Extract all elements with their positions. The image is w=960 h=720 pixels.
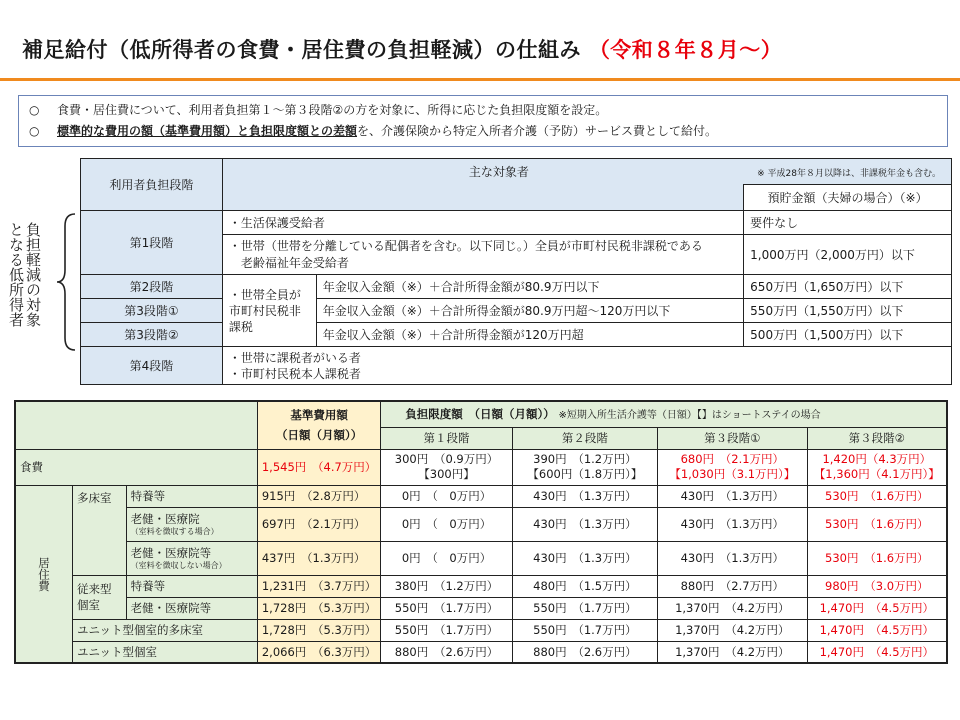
stage-1-pension-line-1: ・世帯（世帯を分離している配偶者を含む。以下同じ。）全員が市町村民税非課税である — [228, 238, 703, 253]
food-stage-3b — [807, 449, 947, 485]
stage-1-pension — [222, 235, 743, 275]
stage-3b-cell: 1,470円 （4.5万円） — [807, 619, 947, 641]
food-stage-3a-value: 680円 （2.1万円） — [680, 452, 785, 466]
household-nontaxable: ・世帯全員が市町村民税非課税 — [222, 275, 316, 347]
base-cost-cell: 2,066円 （6.3万円） — [257, 641, 380, 663]
stage-1-label: 第1段階 — [81, 211, 223, 275]
stage-4-label: 第4段階 — [81, 347, 223, 385]
header-base-cost — [257, 401, 380, 449]
table-row — [15, 619, 947, 641]
table-row — [15, 575, 947, 597]
stage-3a-savings: 550万円（1,550万円）以下 — [744, 299, 952, 323]
stage-1-cell: 0円 （ 0万円） — [381, 507, 512, 541]
header-note: ※ 平成28年８月以降は、非課税年金も含む。 — [757, 168, 941, 179]
stage-2-label: 第2段階 — [81, 275, 223, 299]
low-income-target-label — [6, 222, 50, 350]
row-label: 特養等 — [126, 575, 257, 597]
table-row — [15, 541, 947, 575]
food-base-cost: 1,545円 （4.7万円） — [257, 449, 380, 485]
food-row — [15, 449, 947, 485]
side-label-col-1: 負担軽減の対象 — [24, 222, 42, 327]
residence-label-text: 居住費 — [37, 556, 51, 591]
stage-3a-condition: 年金収入金額（※）＋合計所得金額が80.9万円超〜120万円以下 — [316, 299, 743, 323]
stage-1-pension-line-2: 老齢福祉年金受給者 — [240, 255, 349, 270]
row-label-note: （室料を徴収する場合） — [130, 527, 219, 536]
row-label: 老健・医療院等 — [126, 597, 257, 619]
stage-3a-label: 第3段階① — [81, 299, 223, 323]
food-stage-3b-short: 【1,360円（4.1万円）】 — [813, 467, 940, 481]
stage-3a-cell: 430円 （1.3万円） — [658, 485, 808, 507]
food-stage-2 — [512, 449, 657, 485]
header-base-cost-sub: （日額（月額）） — [275, 428, 363, 443]
header-limit-label: 負担限度額 （日額（月額）） — [405, 407, 555, 422]
base-cost-cell: 1,231円 （3.7万円） — [257, 575, 380, 597]
stage-3b-cell: 1,470円 （4.5万円） — [807, 641, 947, 663]
table-row — [15, 597, 947, 619]
side-label-col-2: となる低所得者 — [7, 222, 25, 327]
stage-3b-cell: 980円 （3.0万円） — [807, 575, 947, 597]
base-cost-cell: 1,728円 （5.3万円） — [257, 619, 380, 641]
stage-3a-cell: 880円 （2.7万円） — [658, 575, 808, 597]
stage-1-cell: 0円 （ 0万円） — [381, 541, 512, 575]
stage-2-cell: 480円 （1.5万円） — [512, 575, 657, 597]
stage-4-line-1: ・世帯に課税者がいる者 — [228, 350, 361, 365]
title-main: 補足給付（低所得者の食費・居住費の負担軽減）の仕組み — [22, 38, 581, 62]
stage-3b-cell: 530円 （1.6万円） — [807, 507, 947, 541]
header-savings: 預貯金額（夫婦の場合）（※） — [744, 185, 952, 211]
stage-1-cell: 550円 （1.7万円） — [381, 597, 512, 619]
bullet-icon: ○ — [29, 124, 40, 138]
row-label-note: （室料を徴収しない場合） — [130, 561, 227, 570]
header-limit-note: ※短期入所生活介護等（日額）【】はショートステイの場合 — [558, 410, 821, 422]
summary-box — [18, 95, 948, 147]
summary-text-2: を、介護保険から特定入所者介護（予防）サービス費として給付。 — [357, 124, 718, 138]
header-stage-2: 第２段階 — [512, 427, 657, 449]
stage-3a-cell: 1,370円 （4.2万円） — [658, 641, 808, 663]
header-corner — [15, 401, 257, 449]
summary-line-2 — [29, 121, 937, 142]
title-date: （令和８年８月〜） — [588, 38, 783, 62]
table-row — [15, 485, 947, 507]
row-label-text: 老健・医療院等 — [130, 546, 212, 560]
stage-3b-cell: 1,470円 （4.5万円） — [807, 597, 947, 619]
stage-2-cell: 430円 （1.3万円） — [512, 485, 657, 507]
multi-bed-label: 多床室 — [73, 485, 127, 575]
stage-4-line-2: ・市町村民税本人課税者 — [228, 366, 361, 381]
stage-3b-savings: 500万円（1,500万円）以下 — [744, 323, 952, 347]
header-stage-3b: 第３段階② — [807, 427, 947, 449]
stage-1-cell: 380円 （1.2万円） — [381, 575, 512, 597]
summary-emphasis: 標準的な費用の額（基準費用額）と負担限度額との差額 — [57, 124, 358, 138]
stage-3a-cell: 430円 （1.3万円） — [658, 541, 808, 575]
eligibility-table — [80, 158, 952, 385]
food-stage-1-short: 【300円】 — [418, 467, 475, 481]
row-label: ユニット型個室的多床室 — [73, 619, 258, 641]
stage-1-cell: 550円 （1.7万円） — [381, 619, 512, 641]
conventional-private-label: 従来型個室 — [73, 575, 127, 619]
stage-2-savings: 650万円（1,650万円）以下 — [744, 275, 952, 299]
residence-label — [15, 485, 73, 663]
food-stage-3a-short: 【1,030円（3.1万円）】 — [669, 467, 796, 481]
header-limit — [381, 401, 947, 427]
stage-3a-cell: 1,370円 （4.2万円） — [658, 597, 808, 619]
stage-2-cell: 430円 （1.3万円） — [512, 541, 657, 575]
base-cost-cell: 437円 （1.3万円） — [257, 541, 380, 575]
table-row — [15, 641, 947, 663]
header-stage: 利用者負担段階 — [81, 159, 223, 211]
stage-1-cell: 0円 （ 0万円） — [381, 485, 512, 507]
stage-2-condition: 年金収入金額（※）＋合計所得金額が80.9万円以下 — [316, 275, 743, 299]
food-label: 食費 — [15, 449, 257, 485]
header-blank — [222, 185, 743, 211]
title-bar — [0, 0, 960, 82]
food-stage-1 — [381, 449, 512, 485]
food-stage-1-value: 300円 （0.9万円） — [394, 452, 499, 466]
stage-1-welfare-savings: 要件なし — [744, 211, 952, 235]
stage-2-cell: 550円 （1.7万円） — [512, 619, 657, 641]
row-label-text: 老健・医療院 — [130, 512, 200, 526]
stage-2-cell: 880円 （2.6万円） — [512, 641, 657, 663]
base-cost-cell: 915円 （2.8万円） — [257, 485, 380, 507]
stage-4-targets — [222, 347, 951, 385]
base-cost-cell: 1,728円 （5.3万円） — [257, 597, 380, 619]
header-stage-1: 第１段階 — [381, 427, 512, 449]
header-stage-3a: 第３段階① — [658, 427, 808, 449]
stage-3a-cell: 1,370円 （4.2万円） — [658, 619, 808, 641]
base-cost-cell: 697円 （2.1万円） — [257, 507, 380, 541]
bullet-icon: ○ — [29, 103, 40, 117]
stage-2-cell: 550円 （1.7万円） — [512, 597, 657, 619]
stage-3b-cell: 530円 （1.6万円） — [807, 485, 947, 507]
stage-2-cell: 430円 （1.3万円） — [512, 507, 657, 541]
stage-3b-label: 第3段階② — [81, 323, 223, 347]
header-target-label: 主な対象者 — [468, 164, 529, 179]
cost-limit-table — [14, 400, 948, 664]
row-label — [126, 541, 257, 575]
stage-3a-cell: 430円 （1.3万円） — [658, 507, 808, 541]
row-label — [126, 507, 257, 541]
stage-1-welfare: ・生活保護受給者 — [222, 211, 743, 235]
row-label: ユニット型個室 — [73, 641, 258, 663]
food-stage-3a — [658, 449, 808, 485]
page-title — [22, 34, 782, 64]
food-stage-2-short: 【600円（1.8万円）】 — [527, 467, 643, 481]
stage-3b-condition: 年金収入金額（※）＋合計所得金額が120万円超 — [316, 323, 743, 347]
title-underline — [0, 78, 960, 81]
header-target — [222, 159, 951, 185]
header-base-cost-label: 基準費用額 — [290, 408, 348, 423]
food-stage-2-value: 390円 （1.2万円） — [533, 452, 637, 466]
stage-1-pension-savings: 1,000万円（2,000万円）以下 — [744, 235, 952, 275]
curly-brace-icon — [55, 212, 77, 352]
food-stage-3b-value: 1,420円（4.3万円） — [822, 452, 932, 466]
summary-line-1 — [29, 100, 937, 121]
table-row — [15, 507, 947, 541]
stage-3b-cell: 530円 （1.6万円） — [807, 541, 947, 575]
summary-text-1: 食費・居住費について、利用者負担第１〜第３段階②の方を対象に、所得に応じた負担限度額を設定。 — [57, 103, 608, 117]
stage-1-cell: 880円 （2.6万円） — [381, 641, 512, 663]
row-label: 特養等 — [126, 485, 257, 507]
